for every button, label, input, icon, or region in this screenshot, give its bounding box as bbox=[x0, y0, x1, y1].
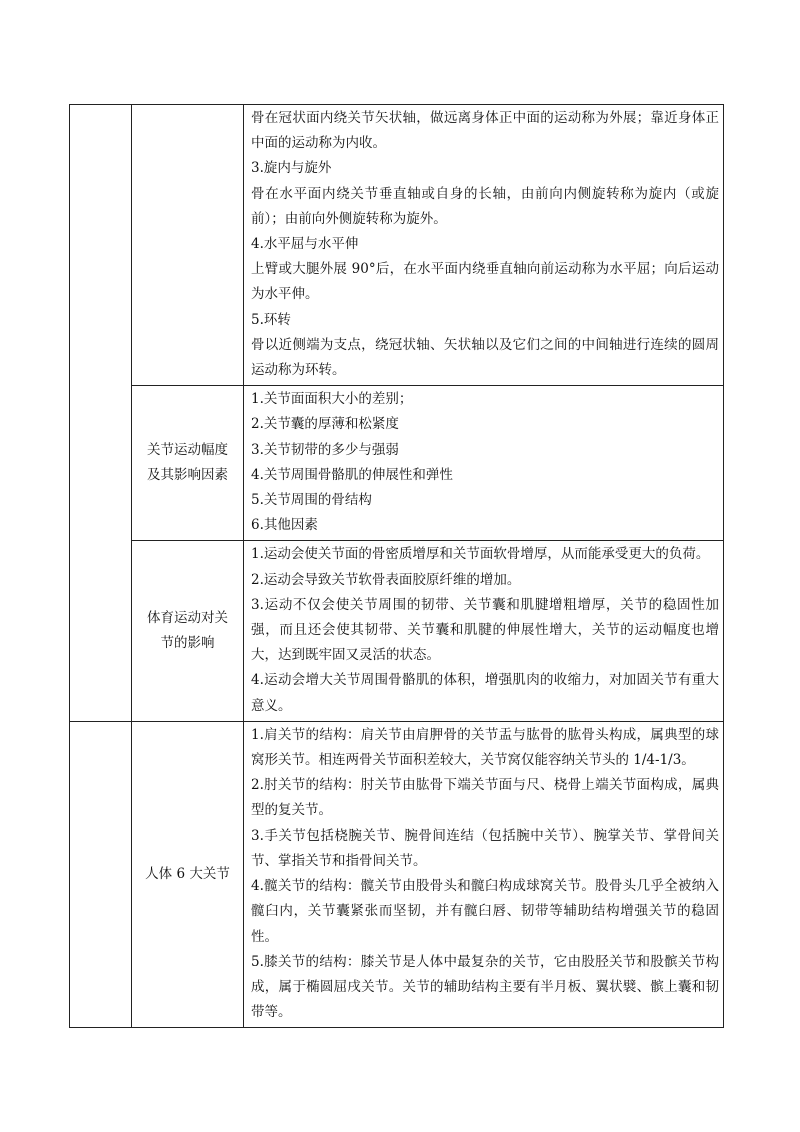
content-line: 2.运动会导致关节软骨表面胶原纤维的增加。 bbox=[251, 571, 521, 588]
content-line: 5.关节周围的骨结构 bbox=[251, 492, 372, 509]
content-line: 4.关节周围骨骼肌的伸展性和弹性 bbox=[251, 466, 453, 483]
group-cell bbox=[70, 105, 132, 722]
content-cell bbox=[244, 386, 724, 541]
content-line: 1.肩关节的结构：肩关节由肩胛骨的关节盂与肱骨的肱骨头构成，属典型的球窝形关节。相连两骨关节面积差较大，关节窝仅能容纳关节头的 1/4-1/3。 bbox=[251, 726, 719, 769]
table-row bbox=[70, 721, 724, 1027]
knowledge-table bbox=[69, 104, 724, 1028]
content-line: 3.关节韧带的多少与强弱 bbox=[251, 441, 399, 458]
content-line: 2.肘关节的结构：肘关节由肱骨下端关节面与尺、桡骨上端关节面构成，属典型的复关节。 bbox=[251, 777, 719, 819]
content-line: 骨在冠状面内绕关节矢状轴，做远离身体正中面的运动称为外展；靠近身体正中面的运动称为内收。 bbox=[251, 110, 719, 152]
content-line: 3.手关节包括桡腕关节、腕骨间连结（包括腕中关节）、腕掌关节、掌骨间关节、掌指关节和指骨间关节。 bbox=[251, 827, 719, 869]
content-line: 3.运动不仅会使关节周围的韧带、关节囊和肌腱增粗增厚，关节的稳固性加强，而且还会使其韧带、关节囊和肌腱的伸展性增大，关节的运动幅度也增大，达到既牢固又灵活的状态。 bbox=[251, 596, 719, 664]
content-line: 5.环转 bbox=[251, 311, 291, 328]
category-cell: 体育运动对关节的影响 bbox=[132, 541, 244, 721]
content-cell bbox=[244, 541, 724, 721]
category-cell bbox=[132, 105, 244, 386]
content-line: 4.髋关节的结构：髋关节由股骨头和髋臼构成球窝关节。股骨头几乎全被纳入髋臼内，关节囊紧张而坚韧，并有髋臼唇、韧带等辅助结构增强关节的稳固性。 bbox=[251, 878, 719, 945]
content-cell bbox=[244, 721, 724, 1027]
content-line: 1.关节面面积大小的差别； bbox=[251, 391, 413, 408]
category-cell: 关节运动幅度及其影响因素 bbox=[132, 386, 244, 541]
content-line: 2.关节囊的厚薄和松紧度 bbox=[251, 416, 399, 433]
content-line: 上臂或大腿外展 90°后，在水平面内绕垂直轴向前运动称为水平屈；向后运动为水平伸。 bbox=[251, 261, 719, 303]
table-row bbox=[70, 386, 724, 541]
content-line: 5.膝关节的结构：膝关节是人体中最复杂的关节，它由股胫关节和股髌关节构成，属于椭圆屈戌关节。关节的辅助结构主要有半月板、翼状襞、髌上囊和韧带等。 bbox=[251, 953, 719, 1021]
content-line: 3.旋内与旋外 bbox=[251, 160, 332, 177]
content-line: 4.水平屈与水平伸 bbox=[251, 236, 359, 253]
content-line: 4.运动会增大关节周围骨骼肌的体积，增强肌肉的收缩力，对加固关节有重大意义。 bbox=[251, 672, 719, 714]
content-line: 1.运动会使关节面的骨密质增厚和关节面软骨增厚，从而能承受更大的负荷。 bbox=[251, 546, 710, 563]
content-line: 骨在水平面内绕关节垂直轴或自身的长轴，由前向内侧旋转称为旋内（或旋前）；由前向外侧旋转称为旋外。 bbox=[251, 185, 719, 227]
content-line: 骨以近侧端为支点，绕冠状轴、矢状轴以及它们之间的中间轴进行连续的圆周运动称为环转。 bbox=[251, 336, 719, 379]
group-cell bbox=[70, 721, 132, 1027]
content-cell bbox=[244, 105, 724, 386]
category-cell: 人体 6 大关节 bbox=[132, 721, 244, 1027]
table-row bbox=[70, 541, 724, 721]
content-line: 6.其他因素 bbox=[251, 517, 318, 534]
table-row bbox=[70, 105, 724, 386]
